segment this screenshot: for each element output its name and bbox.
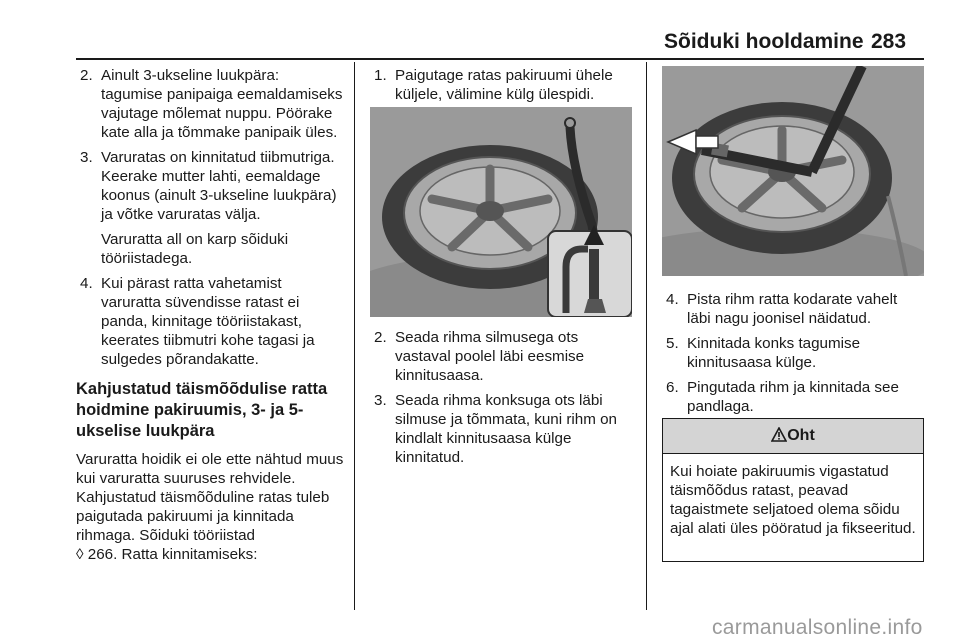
warning-box <box>662 418 924 562</box>
column-3 <box>662 290 924 422</box>
warning-triangle-icon <box>771 427 787 442</box>
section-heading: Kahjustatud täismõõdulise ratta hoidmine pakiruumis, 3- ja 5-ukselise luukpära <box>76 380 328 440</box>
item-number: 2. <box>80 67 93 84</box>
item-number: 6. <box>666 379 679 396</box>
item-text: Paigutage ratas pakiruumi ühele küljele, välimine külg ülespidi. <box>395 67 613 103</box>
page-reference-link[interactable]: 266. Ratta kinnitamiseks: <box>87 546 258 563</box>
item-subtext: Varuratta all on karp sõiduki tööriistadega. <box>101 231 289 267</box>
body-paragraph <box>76 450 344 564</box>
wheel-illustration <box>370 107 632 317</box>
item-number: 5. <box>666 335 679 352</box>
item-text: Ainult 3-ukseline luukpära: tagumise panipaiga eemaldamiseks vajutage mõlemat nuppu. Pöörake kate alla ja tõmmake panipaik üles. <box>101 67 343 141</box>
column-divider <box>354 62 355 610</box>
item-number: 3. <box>80 149 93 166</box>
warning-title: Oht <box>787 427 815 444</box>
page-number: 283 <box>871 30 907 53</box>
item-number: 2. <box>374 329 387 346</box>
list-item <box>76 66 344 142</box>
list-item <box>662 334 924 372</box>
item-text: Varuratas on kinnitatud tiibmutriga. Keerake mutter lahti, eemaldage koonus (ainult 3-ukseline luukpära) ja võtke varuratas välja. <box>101 149 337 223</box>
warning-header <box>663 419 923 454</box>
watermark: carmanualsonline.info <box>712 616 923 639</box>
list-item <box>76 274 344 369</box>
list-item <box>662 378 924 416</box>
figure-spare-wheel-hook <box>370 107 632 317</box>
item-text: Seada rihma konksuga ots läbi silmuse ja tõmmata, kuni rihm on kindlalt kinnitusaasa külge kinnitatud. <box>395 392 617 466</box>
item-number: 3. <box>374 392 387 409</box>
item-number: 1. <box>374 67 387 84</box>
page-title: Sõiduki hooldamine <box>664 30 864 53</box>
list-item <box>662 290 924 328</box>
paragraph-text: Varuratta hoidik ei ole ette nähtud muus kui varuratta suuruses rehvidele. Kahjustatud täismõõduline ratas tuleb paigutada pakiruumi ja kinnitada rihmaga. Sõiduki tööriistad <box>76 451 344 544</box>
list-item <box>370 66 636 104</box>
header-rule <box>76 58 924 60</box>
column-divider <box>646 62 647 610</box>
page-reference-icon: ◊ <box>76 546 84 563</box>
warning-text: Kui hoiate pakiruumis vigastatud täismõõdus ratast, peavad tagaistmete seljatoed olema sõidu ajal alati üles pööratud ja fikseeritud. <box>670 463 916 537</box>
figure-strap-through-spokes <box>662 66 924 276</box>
item-text: Kui pärast ratta vahetamist varuratta süvendisse ratast ei panda, kinnitage tööriistakast, keerates tiibmutri kohe tagasi ja sulgedes põrandakatte. <box>101 275 315 368</box>
item-text: Pista rihm ratta kodarate vahelt läbi nagu joonisel näidatud. <box>687 291 898 327</box>
item-text: Pingutada rihm ja kinnitada see pandlaga. <box>687 379 899 415</box>
column-2-lower <box>370 328 636 473</box>
list-item <box>76 148 344 268</box>
item-text: Seada rihma silmusega ots vastaval poolel läbi eesmise kinnitusaasa. <box>395 329 585 384</box>
list-item <box>370 391 636 467</box>
list-item <box>370 328 636 385</box>
column-2 <box>370 66 636 110</box>
column-1 <box>76 66 344 564</box>
item-text: Kinnitada konks tagumise kinnitusaasa külge. <box>687 335 861 371</box>
item-number: 4. <box>80 275 93 292</box>
wheel-strap-illustration <box>662 66 924 276</box>
item-number: 4. <box>666 291 679 308</box>
